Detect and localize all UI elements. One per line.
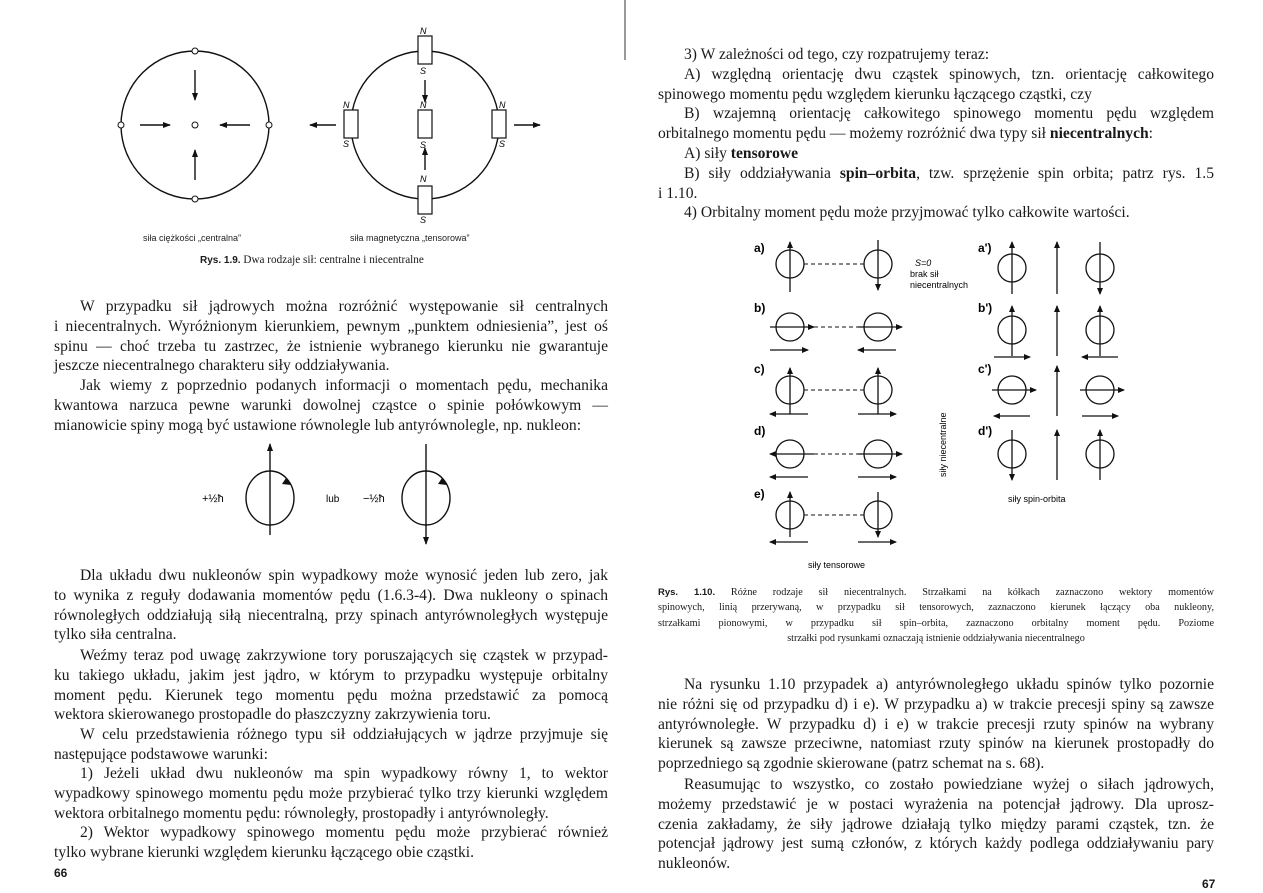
caption-gravity: siła ciężkości „centralna” (143, 233, 242, 243)
svg-text:S: S (343, 139, 350, 149)
caption-magnetic: siła magnetyczna „tensorowa” (350, 233, 470, 243)
label-b: b) (754, 301, 766, 315)
svg-text:+½ħ: +½ħ (202, 493, 224, 505)
svg-text:N: N (420, 100, 427, 110)
figure-1-10 (740, 232, 1160, 577)
svg-text:N: N (420, 174, 427, 184)
page-number-right: 67 (1202, 877, 1216, 891)
label-a: a) (754, 241, 765, 255)
svg-text:−½ħ: −½ħ (363, 493, 385, 505)
svg-text:d'): d') (978, 424, 993, 438)
paragraph-central-forces: W przypadku sił jądrowych można rozróżnić występowanie sił centralnych i niecentralnych. Wyróżnionym kierunkiem, pewnym „punktem odniesienia”, jest oś spinu — choć trzeba tu zastrzec, że istnienie wybranego kierunku nie gwarantuje jeszcze niecentralnego charakteru siły oddziaływania. (54, 298, 608, 375)
label-e: e) (754, 487, 765, 501)
svg-text:S: S (499, 139, 506, 149)
item-3-block: 3) W zależności od tego, czy rozpatrujemy teraz: A) względną orientację dwu cząstek spinowych, tzn. orientację całkowitego spinowego momentu pędu względem kierunku łączącego cząstki, czy B) wzajemną orientację całkowitego spinowego momentu pędu względem orbitalnego momentu pędu — możemy rozróżnić dwa typy sił niecentralnych: A) siły tensorowe B) siły oddziaływania spin–orbita, tzw. sprzężenie spin orbita; patrz rys. 1.5 i 1.10. 4) Orbitalny moment pędu może przyjmować tylko całkowite wartości. (658, 46, 1215, 222)
figure-1-10-caption: Rys. 1.10. Różne rodzaje sił niecentralnych. Strzałkami na kółkach zaznaczono wektory momentów spinowych, linią przerywaną, w przypadku sił tensorowych, zaznaczono kierunek łączący oba nukleony, strzałkami pionowymi, w przypadku sił spin–orbita, zaznaczono orbitalny moment pędu. Poziome strzałki pod rysunkami oznaczają istnienie oddziaływania niecentralnego (658, 587, 1215, 644)
svg-text:siły tensorowe: siły tensorowe (808, 560, 866, 570)
svg-text:a'): a') (978, 241, 992, 255)
left-page (0, 0, 625, 893)
paragraph-condition-1: 1) Jeżeli układ dwu nukleonów ma spin wypadkowy równy 1, to wektor wypadkowy spinowego momentu pędu może przybierać tylko trzy kierunki względem wektora orbitalnego momentu pędu: równoległy, prostopadły i antyrównoległy. (54, 765, 608, 822)
svg-text:N: N (420, 26, 427, 36)
svg-text:brak sił: brak sił (910, 269, 939, 279)
label-c: c) (754, 362, 765, 376)
svg-text:b'): b') (978, 301, 993, 315)
figure-1-9-caption: Rys. 1.9. Dwa rodzaje sił: centralne i niecentralne (200, 254, 424, 266)
paragraph-condition-2: 2) Wektor wypadkowy spinowego momentu pędu może przybierać również tylko wybrane kierunki względem kierunku łączącego obie cząstki. (54, 824, 608, 861)
svg-text:siły spin-orbita: siły spin-orbita (1008, 494, 1066, 504)
svg-text:S: S (420, 66, 427, 76)
label-d: d) (754, 424, 766, 438)
paragraph-summary: Reasumując to wszystko, co zostało powiedziane wyżej o siłach jądrowych, możemy przedstawić je w postaci wyrażenia na potencjał jądrowy. Dla uprosz- czenia zakładamy, że siły jądrowe działają tylko między parami cząstek, tzn. że potencjał jądrowy jest sumą członów, z których każdy podlega oddziaływaniu pary nukleonów. (658, 776, 1214, 873)
paragraph-quantum-spin: Jak wiemy z poprzednio podanych informacji o momentach pędu, mechanika kwantowa narzuca pewne warunki dowolnej cząstce o spinie połówkowym — mianowicie spiny mogą być ustawione równolegle lub antyrównolegle, np. nukleon: (54, 377, 608, 434)
paragraph-two-nucleons: Dla układu dwu nukleonów spin wypadkowy może wynosić jeden lub zero, jak to wynika z reguły dodawania momentów pędu (1.6.3-4). Dwa nukleony o spinach równoległych oddziałują siłą niecentralną, przy spinach antyrównoległych występuje tylko siła centralna. (54, 567, 608, 644)
page-number-left: 66 (54, 866, 68, 880)
svg-text:N: N (499, 100, 506, 110)
svg-text:S: S (420, 215, 427, 225)
svg-text:c'): c') (978, 362, 992, 376)
svg-text:siły niecentralne: siły niecentralne (938, 412, 948, 477)
paragraph-fig-1-10-discussion: Na rysunku 1.10 przypadek a) antyrównoległego układu spinów tylko pozornie nie różni się od przypadku d) i e). W przypadku a) w trakcie precesji spiny są zawsze antyrównoległe. W przypadku d) i e) w trakcie precesji rzuty spinów na wybrany kierunek są zawsze przeciwne, natomiast rzuty spinów na kierunek prostopadły do poprzedniego są zgodnie skierowane (patrz schemat na s. 68). (658, 676, 1214, 773)
figure-1-9 (100, 20, 570, 230)
svg-text:S=0: S=0 (915, 258, 932, 268)
paragraph-orbital: Weźmy teraz pod uwagę zakrzywione tory poruszających się cząstek w przypad- ku takiego układu, jakim jest jądro, w którym to przypadku występuje orbitalny moment pędu. Kierunek tego momentu pędu można przedstawić za pomocą wektora skierowanego prostopadle do płaszczyzny zakrzywienia toru. (54, 647, 608, 724)
svg-text:lub: lub (326, 494, 340, 505)
svg-text:N: N (343, 100, 350, 110)
svg-text:niecentralnych: niecentralnych (910, 280, 969, 290)
paragraph-conditions: W celu przedstawienia różnego typu sił oddziałujących w jądrze przyjmuje się następujące podstawowe warunki: (54, 726, 608, 763)
spin-figure (190, 440, 480, 550)
svg-text:S: S (420, 140, 427, 150)
right-page (640, 0, 1263, 893)
